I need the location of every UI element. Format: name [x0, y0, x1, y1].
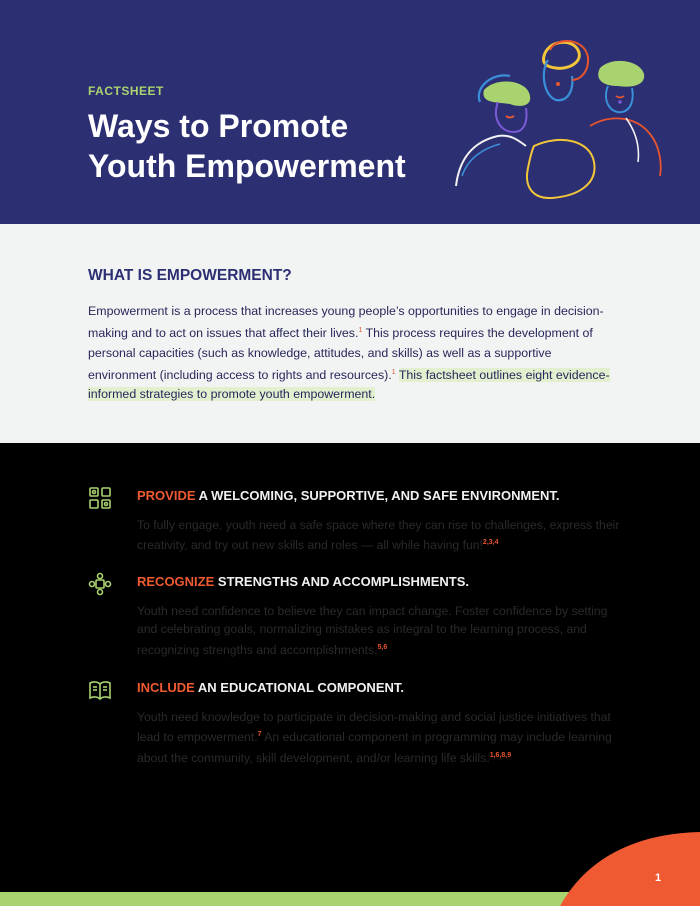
- footnote-ref: 1: [391, 368, 396, 376]
- footnote-ref: 1: [358, 327, 363, 335]
- strategy-title: [137, 488, 560, 503]
- section-heading: WHAT IS EMPOWERMENT?: [88, 267, 292, 284]
- strategy-body-a: Youth need knowledge to participate in decision-making and social justice initiatives that lead to empowerment.: [137, 710, 611, 745]
- header-banner: [0, 0, 700, 224]
- strategy-body: Youth need confidence to believe they can impact change. Foster confidence by setting and celebrating goals, normalizing mistakes as integral to the learning process, and recognizing strengths and accomplishments.: [137, 604, 608, 657]
- footnote-ref: 2,3,4: [482, 539, 499, 547]
- corner-decoration: [560, 820, 700, 906]
- strategy-title-accent: RECOGNIZE: [137, 574, 215, 589]
- footnote-ref: 1,6,8,9: [489, 751, 512, 759]
- book-icon: [88, 678, 112, 702]
- strategy-body: To fully engage, youth need a safe space where they can rise to challenges, express their creativity, and try out new skills and roles — all while having fun!: [137, 518, 620, 553]
- footnote-ref: 7: [257, 731, 262, 739]
- page-number: 1: [655, 872, 662, 884]
- strategy-title: [137, 680, 404, 695]
- strategy-title-rest: STRENGTHS AND ACCOMPLISHMENTS.: [214, 574, 470, 589]
- group-icon: [88, 572, 112, 596]
- intro-section: [0, 224, 700, 443]
- youth-faces-illustration: [440, 36, 680, 206]
- strategy-title-accent: PROVIDE: [137, 488, 196, 503]
- strategy-title-rest: A WELCOMING, SUPPORTIVE, AND SAFE ENVIRONMENT.: [195, 488, 560, 503]
- intro-text-1: Empowerment is a process that increases young people’s opportunities to engage in decision-making and to act on issues that affect their lives.: [88, 304, 604, 341]
- footnote-ref: 5,6: [377, 643, 388, 651]
- strategy-text: [137, 708, 627, 767]
- title-line-1: Ways to Promote: [88, 108, 349, 144]
- strategy-text: [137, 516, 627, 555]
- title-line-2: Youth Empowerment: [88, 148, 406, 184]
- highlighted-text: This factsheet outlines eight evidence-informed strategies to promote youth empowerment.: [88, 367, 610, 402]
- intro-paragraph: [88, 302, 618, 404]
- kicker: FACTSHEET: [88, 84, 164, 98]
- strategy-body-b: An educational component in programming may include learning about the community, skill development, and/or learning life skills.: [137, 730, 612, 765]
- page-title: [88, 106, 428, 186]
- strategy-title-accent: INCLUDE: [137, 680, 195, 695]
- strategy-title: [137, 574, 469, 589]
- intro-text-2: This process requires the development of personal capacities (such as knowledge, attitudes, and skills) as well as a supportive environment (including access to rights and resources).: [88, 326, 593, 382]
- strategy-title-rest: AN EDUCATIONAL COMPONENT.: [194, 680, 404, 695]
- strategy-text: [137, 602, 627, 659]
- shapes-icon: [88, 486, 112, 510]
